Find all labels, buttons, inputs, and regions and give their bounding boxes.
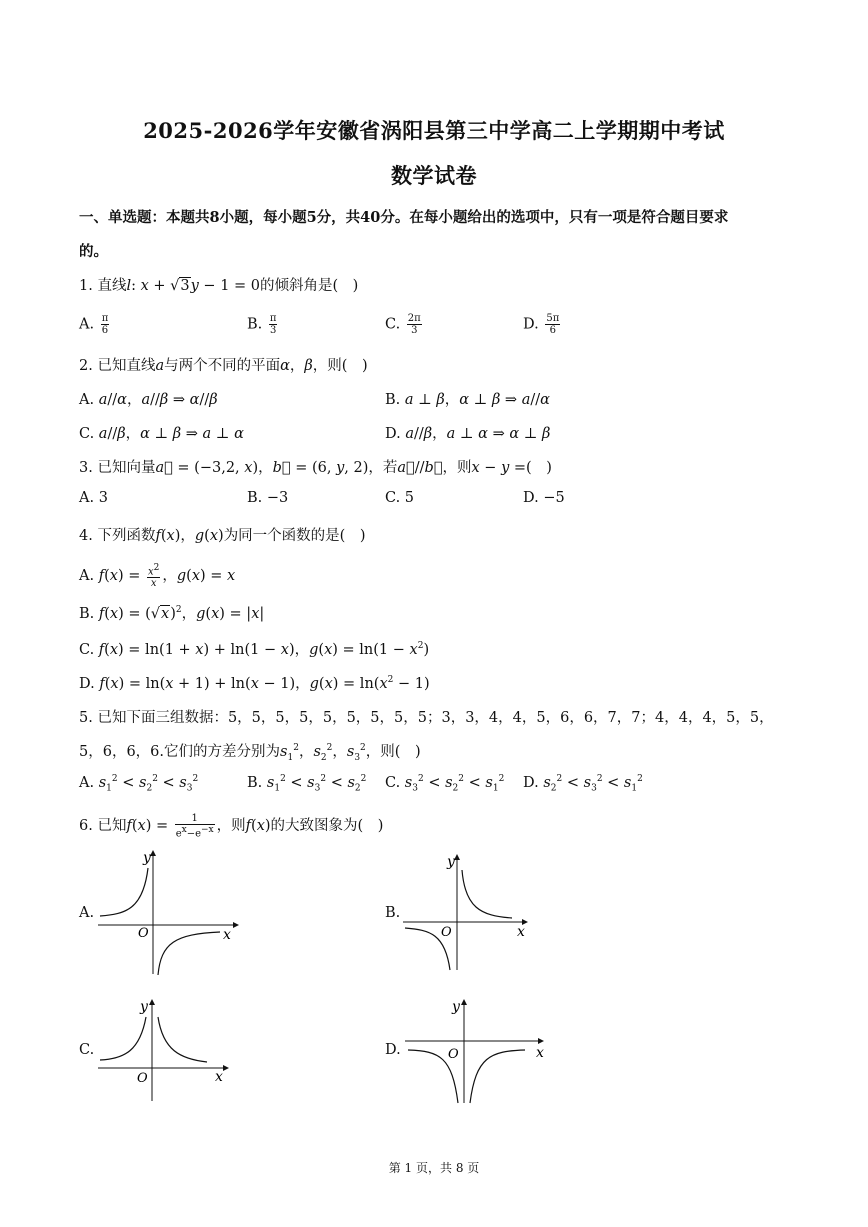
q6-graph-b[interactable] (400, 852, 530, 974)
q3-option-d[interactable]: D. −5 (523, 490, 565, 506)
svg-text:O: O (137, 1071, 148, 1086)
q4-option-b[interactable]: B. $f(x) = (√x)^2$，g(x) = |x| (79, 605, 265, 622)
question-6: 6. 已知f(x) = $\frac{1}{e^x-e^{-x}}$ ，则f(x)的大致图象为( ) (79, 813, 384, 840)
q4-option-a[interactable]: A. f(x) = $\frac{x^2}{x}$ ，g(x) = x (79, 563, 236, 590)
q1-option-c[interactable]: C. $\frac{2\pi}{3}$ (385, 313, 421, 336)
q1-option-d[interactable]: D. $\frac{5\pi}{6}$ (523, 313, 560, 336)
svg-text:O: O (441, 925, 452, 940)
exam-title: 2025-2026学年安徽省涡阳县第三中学高二上学期期中考试 (143, 118, 725, 143)
y-axis-label: y (143, 850, 151, 866)
q5-option-b[interactable]: B. $s_1^2 < s_3^2 < s_2^2$ (247, 774, 367, 794)
svg-text:O: O (448, 1047, 459, 1062)
q6-graph-d[interactable] (400, 995, 550, 1107)
q6-option-b-label[interactable]: B. (385, 905, 401, 921)
question-5: 5. 已知下面三组数据：5，5，5，5，5，5，5，5，5；3，3，4，4，5，6，6，7，7；4，4，4，5，5， (79, 710, 774, 726)
q6-option-c-label[interactable]: C. (79, 1042, 95, 1058)
svg-text:x: x (536, 1045, 544, 1061)
question-1: 1. 直线l: x + √3y − 1 = 0的倾斜角是( ) (79, 278, 359, 294)
q4-option-c[interactable]: C. f(x) = ln(1 + x) + ln(1 − x)，$g(x) = \ln(1 - x^2)$ (79, 641, 430, 658)
q6-graph-c[interactable] (95, 995, 235, 1105)
q3-option-b[interactable]: B. −3 (247, 490, 289, 506)
q2-option-a[interactable]: A. a//α，a//β ⇒ α//β (79, 392, 218, 408)
q5-option-a[interactable]: A. $s_1^2 < s_2^2 < s_3^2$ (79, 774, 199, 794)
q2-option-b[interactable]: B. a ⊥ β，α ⊥ β ⇒ a//α (385, 392, 550, 408)
q3-option-c[interactable]: C. 5 (385, 490, 415, 506)
q4-option-d[interactable]: D. f(x) = ln(x + 1) + ln(x − 1)，$g(x) = \ln(x^2 - 1)$ (79, 675, 430, 692)
section-heading: 一、单选题：本题共8小题，每小题5分，共40分。在每小题给出的选项中，只有一项是符合题目要求 (79, 209, 729, 226)
q1-prefix: 1. 直线 (79, 278, 127, 294)
page-footer: 第 1 页，共 8 页 (388, 1161, 480, 1175)
q1-suffix: 的倾斜角是( ) (260, 278, 359, 294)
svg-text:y: y (447, 854, 455, 870)
q5-option-d[interactable]: D. $s_2^2 < s_3^2 < s_1^2$ (523, 774, 643, 794)
question-4: 4. 下列函数f(x)，g(x)为同一个函数的是( ) (79, 528, 366, 544)
x-axis-label: x (223, 927, 231, 943)
svg-text:y: y (140, 999, 148, 1015)
q1-option-a[interactable]: A. $\frac{\pi}{6}$ (79, 313, 109, 336)
q1-option-b[interactable]: B. $\frac{\pi}{3}$ (247, 313, 277, 336)
q2-option-d[interactable]: D. a//β，a ⊥ α ⇒ α ⊥ β (385, 426, 551, 442)
q3-option-a[interactable]: A. 3 (79, 490, 108, 506)
q6-option-d-label[interactable]: D. (385, 1042, 401, 1058)
svg-text:y: y (452, 999, 460, 1015)
exam-subtitle: 数学试卷 (391, 163, 477, 188)
q2-option-c[interactable]: C. a//β，α ⊥ β ⇒ a ⊥ α (79, 426, 244, 442)
q6-graph-a[interactable] (95, 848, 240, 978)
svg-text:x: x (215, 1069, 223, 1085)
question-2: 2. 已知直线a与两个不同的平面α，β，则( ) (79, 358, 368, 374)
origin-label: O (138, 926, 149, 941)
section-heading-cont: 的。 (79, 243, 108, 260)
svg-text:x: x (517, 924, 525, 940)
q5-option-c[interactable]: C. $s_3^2 < s_2^2 < s_1^2$ (385, 774, 505, 794)
question-3: 3. 已知向量a⃗ = (−3,2, x)，b⃗ = (6, y, 2)，若a⃗//b⃗，则x − y =( ) (79, 460, 552, 476)
q6-option-a-label[interactable]: A. (79, 905, 95, 921)
question-5-cont: 5，6，6，6.它们的方差分别为$s_1^2$，$s_2^2$，$s_3^2$，则( ) (79, 743, 421, 763)
